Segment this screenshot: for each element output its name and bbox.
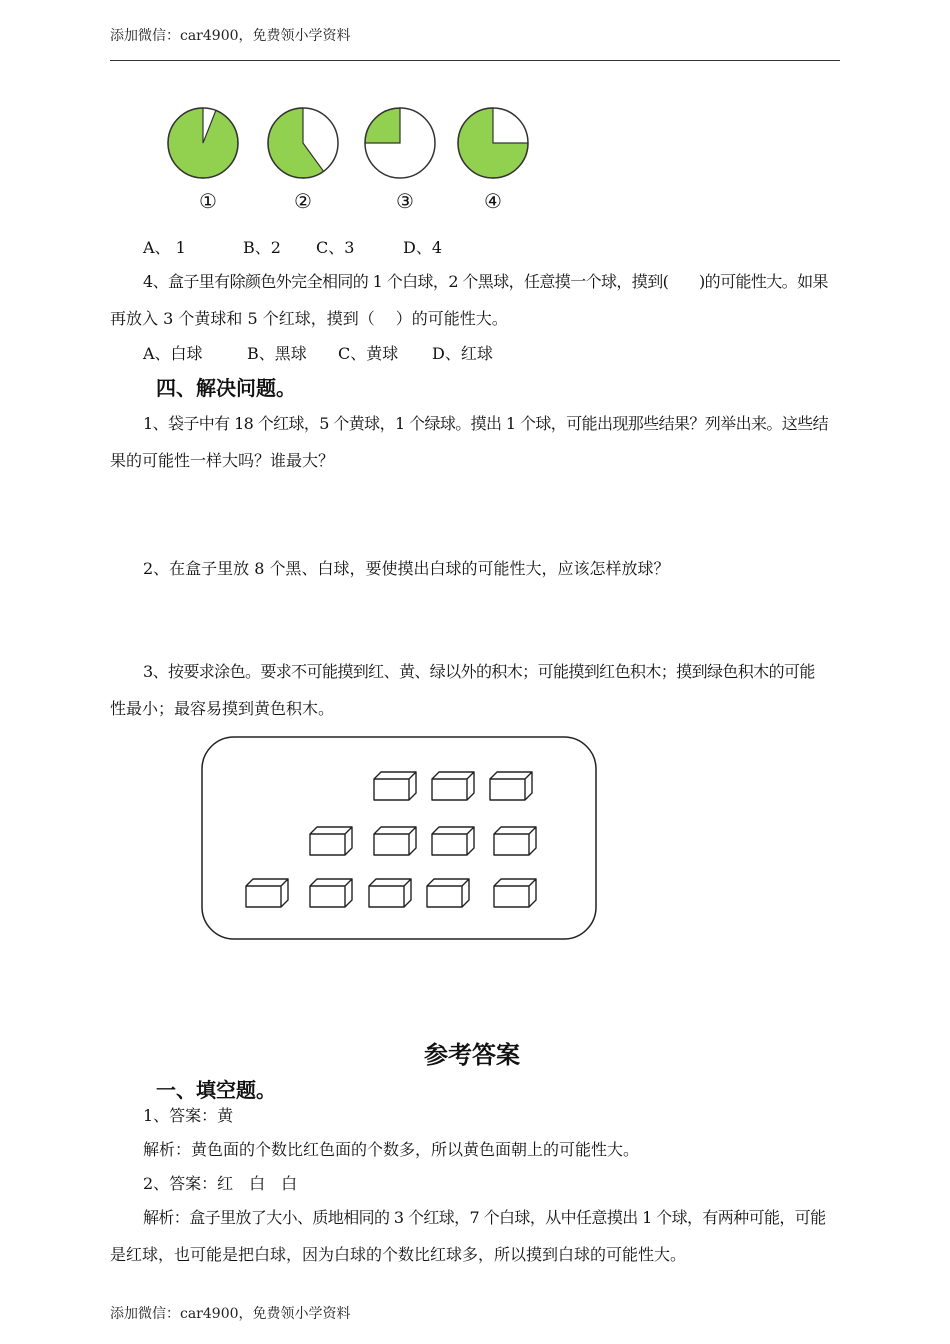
block-8 — [246, 879, 288, 907]
block-10 — [369, 879, 411, 907]
q3-option-c: C、3 — [316, 238, 355, 257]
circle-label-4: ④ — [484, 189, 502, 213]
answers-title: 参考答案 — [424, 1041, 520, 1069]
answer-2-explain-line-1: 解析：盒子里放了大小、质地相同的 3 个红球，7 个白球，从中任意摸出 1 个球，有两种可能，可能 — [143, 1208, 826, 1227]
block-6 — [432, 827, 474, 855]
q4-line-1: 4、盒子里有除颜色外完全相同的 1 个白球，2 个黑球，任意摸一个球，摸到( )的可能性大。如果 — [143, 272, 828, 291]
circle-label-3: ③ — [396, 189, 414, 213]
answer-1-explain: 解析：黄色面的个数比红色面的个数多，所以黄色面朝上的可能性大。 — [143, 1140, 640, 1159]
section-4-title: 四、解决问题。 — [156, 376, 296, 400]
block-1 — [374, 772, 416, 800]
page-header: 添加微信：car4900，免费领小学资料 — [110, 28, 351, 44]
s4-p3-line-2: 性最小；最容易摸到黄色积木。 — [110, 699, 335, 718]
q3-option-d: D、4 — [403, 238, 443, 257]
page-footer: 添加微信：car4900，免费领小学资料 — [110, 1306, 351, 1322]
q3-option-b: B、2 — [243, 238, 281, 257]
block-3 — [490, 772, 532, 800]
blocks-group — [246, 772, 536, 907]
block-4 — [310, 827, 352, 855]
block-2 — [432, 772, 474, 800]
s4-p2: 2、在盒子里放 8 个黑、白球，要使摸出白球的可能性大，应该怎样放球？ — [143, 559, 670, 578]
s4-p1-line-1: 1、袋子中有 18 个红球，5 个黄球，1 个绿球。摸出 1 个球，可能出现那些结果？列举出来。这些结 — [143, 414, 828, 433]
answer-2-explain-line-2: 是红球，也可能是把白球，因为白球的个数比红球多，所以摸到白球的可能性大。 — [110, 1245, 687, 1264]
block-5 — [374, 827, 416, 855]
block-9 — [310, 879, 352, 907]
q4-option-a: A、白球 — [143, 344, 203, 363]
q4-line-2: 再放入 3 个黄球和 5 个红球，摸到（ ）的可能性大。 — [110, 309, 508, 328]
block-11 — [427, 879, 469, 907]
q4-option-c: C、黄球 — [338, 344, 399, 363]
q3-option-a: A、 1 — [143, 238, 186, 257]
answer-1: 1、答案：黄 — [143, 1106, 234, 1125]
circle-figures — [168, 108, 528, 178]
block-12 — [494, 879, 536, 907]
answers-section-1-title: 一、填空题。 — [156, 1078, 276, 1102]
s4-p1-line-2: 果的可能性一样大吗？谁最大？ — [110, 451, 335, 470]
circle-label-2: ② — [294, 189, 312, 213]
answer-2: 2、答案：红 白 白 — [143, 1174, 298, 1193]
s4-p3-line-1: 3、按要求涂色。要求不可能摸到红、黄、绿以外的积木；可能摸到红色积木；摸到绿色积木的可能 — [143, 662, 815, 681]
q4-option-b: B、黑球 — [247, 344, 307, 363]
block-7 — [494, 827, 536, 855]
q4-option-d: D、红球 — [432, 344, 493, 363]
circle-label-1: ① — [199, 189, 217, 213]
